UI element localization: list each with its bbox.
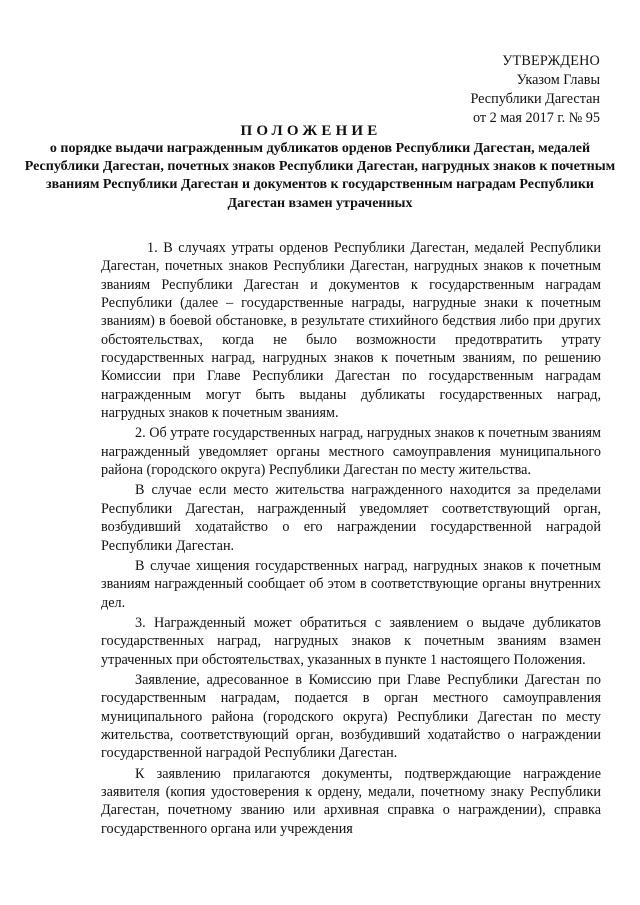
paragraph-6: Заявление, адресованное в Комиссию при Главе Республики Дагестан по государственным наградам, подается в орган местного самоуправления муниципального района (городского округа) Республики Дагестан по месту жительства, соответствующий орган, возбудивший ходатайство о награждении государственной наградой Республики Дагестан. [101, 671, 601, 762]
approval-republic: Республики Дагестан [470, 91, 600, 107]
paragraph-3: В случае если место жительства награжденного находится за пределами Республики Дагестан, награжденный уведомляет соответствующий орган, возбудивший ходатайство о его награждении государственной наградой Республики Дагестан. [101, 482, 601, 554]
paragraph-4: В случае хищения государственных наград, нагрудных знаков к почетным званиям награжденный сообщает об этом в соответствующие органы внутренних дел. [101, 557, 601, 611]
paragraph-5: 3. Награжденный может обратиться с заявлением о выдаче дубликатов государственных наград, нагрудных знаков к почетным званиям взамен утраченных при обстоятельствах, указанных в пункте 1 настоящего Положения. [101, 614, 601, 668]
paragraph-1: 1. В случаях утраты орденов Республики Дагестан, медалей Республики Дагестан, почетных знаков Республики Дагестан, нагрудных знаков к почетным званиям Республики Дагестан и документов к государственным наградам Республики (далее – государственные награды, нагрудные знаки к почетным званиям) в боевой обстановке, в результате стихийного бедствия либо при других обстоятельствах, когда не было возможности предотвратить утрату государственных наград, нагрудных знаков к почетным званиям, по решению Комиссии при Главе Республики Дагестан по государственным наградам награжденным могут быть выданы дубликаты государственных наград, нагрудных знаков к почетным званиям. [101, 240, 601, 422]
document-title: ПОЛОЖЕНИЕ [240, 123, 382, 139]
approval-decree: Указом Главы [516, 72, 600, 88]
approval-date: от 2 мая 2017 г. № 95 [472, 110, 600, 126]
document-body [101, 239, 601, 840]
approval-stamp [400, 52, 600, 128]
approval-heading: УТВЕРЖДЕНО [502, 53, 600, 69]
paragraph-2: 2. Об утрате государственных наград, нагрудных знаков к почетным званиям награжденный уведомляет органы местного самоуправления муниципального района (городского округа) Республики Дагестан по месту жительства. [101, 425, 601, 479]
document-subtitle: о порядке выдачи награжденным дубликатов орденов Республики Дагестан, медалей Республики Дагестан, почетных знаков Республики Дагестан, нагрудных знаков к почетным званиям Республики Дагестан и документов к государственным наградам Республики Дагестан взамен утраченных [24, 141, 616, 211]
title-block [0, 122, 640, 213]
paragraph-7: К заявлению прилагаются документы, подтверждающие награждение заявителя (копия удостоверения к ордену, медали, почетному знаку Республики Дагестан, почетному званию или архивная справка о награждении), справка государственного органа или учреждения [101, 765, 601, 837]
